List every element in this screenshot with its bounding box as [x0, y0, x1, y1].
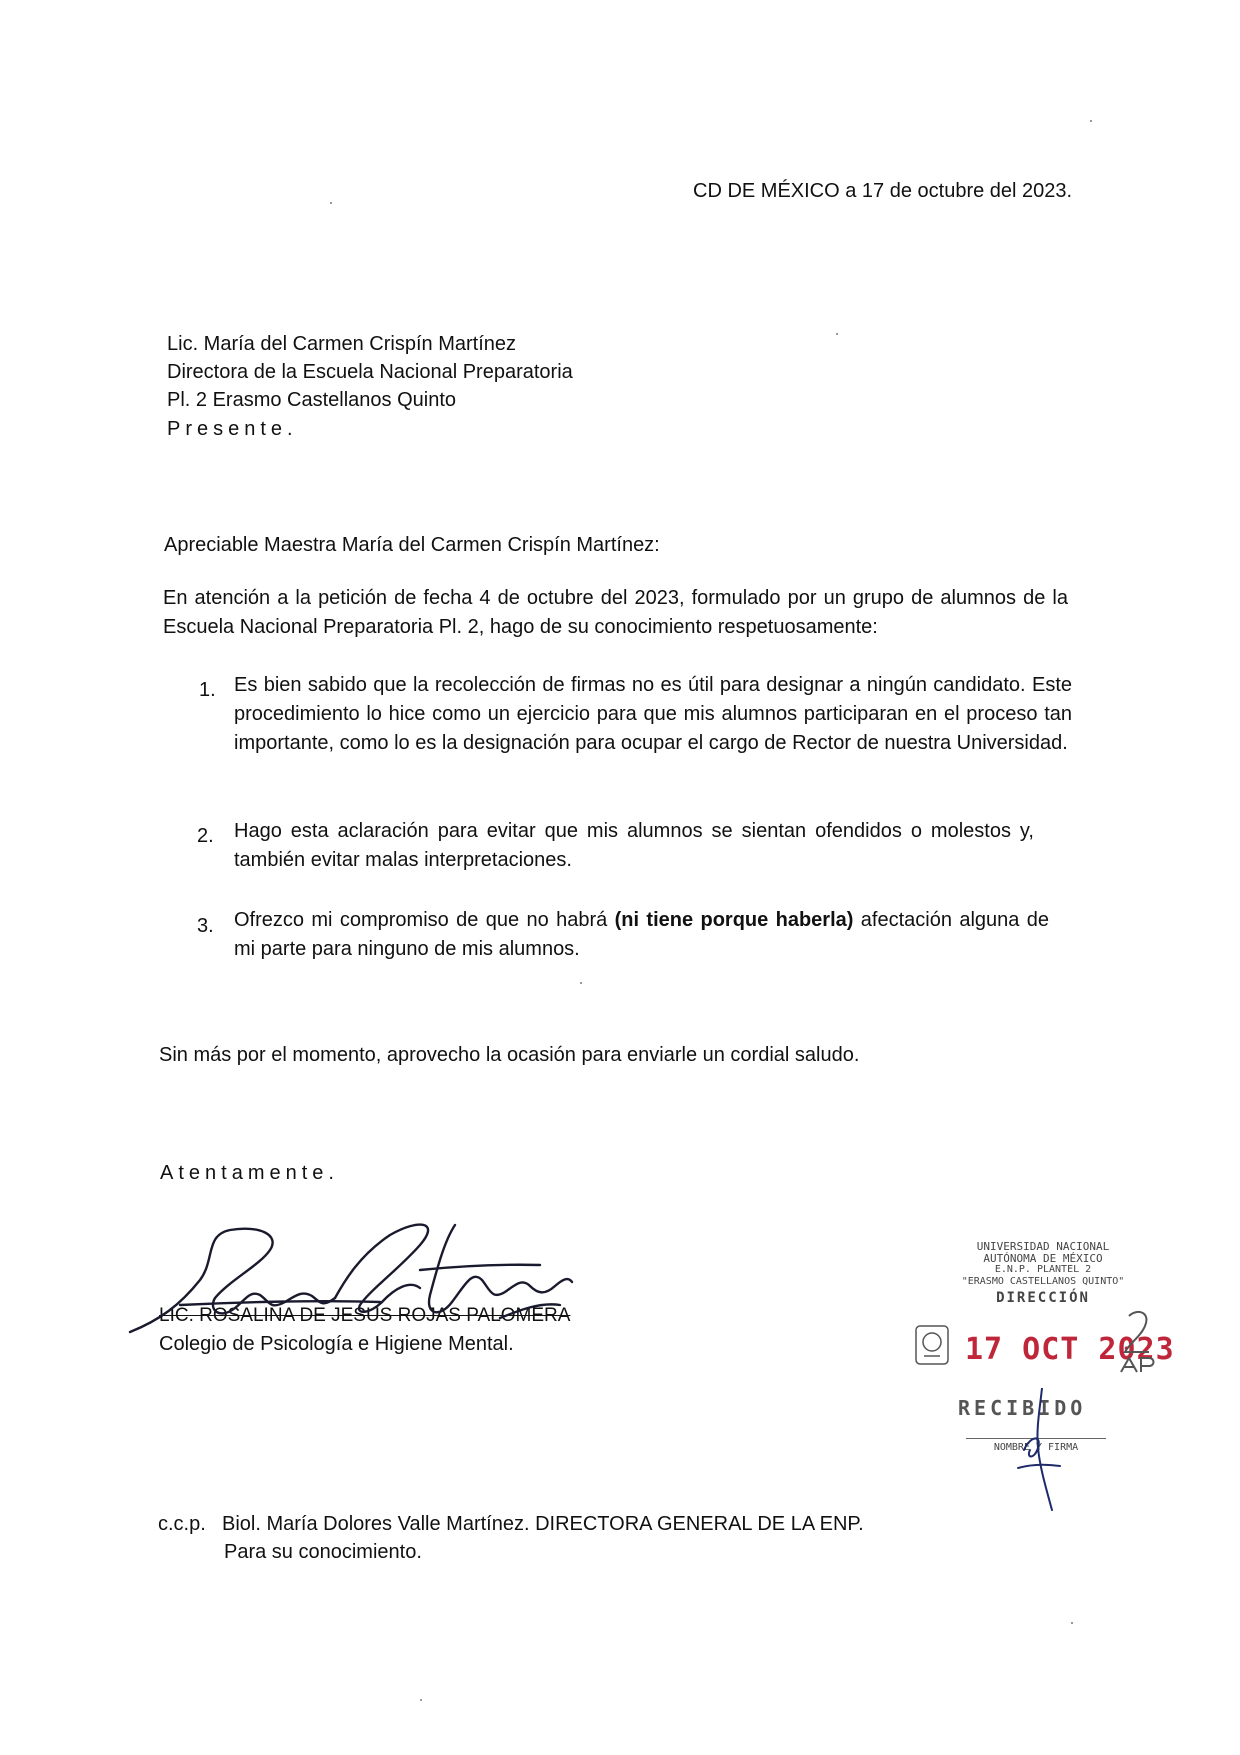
item-3-text-before: Ofrezco mi compromiso de que no habrá: [234, 909, 615, 931]
item-number-1: 1.: [199, 679, 216, 701]
recipient-name: Lic. María del Carmen Crispín Martínez: [167, 333, 517, 355]
item-number-2: 2.: [197, 825, 214, 847]
stamp-date: 17 OCT 2023: [965, 1332, 1175, 1367]
stamp-university: UNIVERSIDAD NACIONAL: [976, 1240, 1110, 1253]
signer-title: Colegio de Psicología e Higiene Mental.: [159, 1333, 514, 1355]
intro-paragraph: En atención a la petición de fecha 4 de octubre del 2023, formulado por un grupo de alumnos de la Escuela Nacional Preparatoria Pl. 2, hago de su conocimiento respetuosamente:: [163, 587, 1068, 638]
stamp-plantel: E.N.P. PLANTEL 2: [994, 1264, 1092, 1275]
reception-stamp: [930, 1240, 1175, 1453]
closing-line: Sin más por el momento, aprovecho la ocasión para enviarle un cordial saludo.: [159, 1044, 860, 1066]
paper-speck: [330, 202, 332, 204]
received-number-icon: [1115, 1306, 1161, 1376]
stamp-school-name: "ERASMO CASTELLANOS QUINTO": [961, 1276, 1125, 1287]
received-signature: [1012, 1388, 1072, 1518]
item-number-3: 3.: [197, 915, 214, 937]
handwritten-signature: [120, 1210, 580, 1350]
stamp-name-and-sign: NOMBRE Y FIRMA: [993, 1442, 1079, 1453]
ccp-purpose: Para su conocimiento.: [224, 1541, 422, 1563]
item-text-3: [234, 906, 1049, 964]
stamp-direccion: DIRECCIÓN: [996, 1290, 1090, 1306]
university-seal-icon: [912, 1322, 952, 1368]
stamp-received: RECIBIDO: [958, 1396, 1087, 1420]
recipient-presente: Presente.: [167, 418, 298, 440]
sign-off: Atentamente.: [160, 1162, 339, 1184]
paper-speck: [420, 1699, 422, 1701]
date-line: CD DE MÉXICO a 17 de octubre del 2023.: [693, 180, 1073, 202]
salutation: Apreciable Maestra María del Carmen Crispín Martínez:: [164, 534, 660, 556]
signer-name: LIC. ROSALINA DE JESUS ROJAS PALOMERA: [159, 1305, 571, 1326]
item-text-2: Hago esta aclaración para evitar que mis alumnos se sientan ofendidos o molestos y, también evitar malas interpretaciones.: [234, 820, 1034, 871]
ccp-label: c.c.p.: [158, 1513, 206, 1535]
paper-speck: [836, 333, 838, 335]
paper-speck: [580, 982, 582, 984]
recipient-title: Directora de la Escuela Nacional Preparatoria: [167, 361, 573, 383]
stamp-autonomous: AUTÓNOMA DE MÉXICO: [983, 1252, 1103, 1265]
item-3-text-bold: (ni tiene porque haberla): [614, 909, 854, 931]
recipient-school: Pl. 2 Erasmo Castellanos Quinto: [167, 389, 457, 411]
ccp-recipient: Biol. María Dolores Valle Martínez. DIRECTORA GENERAL DE LA ENP.: [222, 1513, 864, 1535]
item-3-text-after: afectación alguna de mi parte para ninguno de mis alumnos.: [234, 909, 1049, 960]
paper-speck: [1071, 1622, 1073, 1624]
item-text-1: Es bien sabido que la recolección de firmas no es útil para designar a ningún candidato. Este procedimiento lo hice como un ejercicio para que mis alumnos participaran en el proceso tan importante, como lo es la designación para ocupar el cargo de Rector de nuestra Universidad.: [234, 674, 1072, 754]
paper-speck: [1090, 120, 1092, 122]
